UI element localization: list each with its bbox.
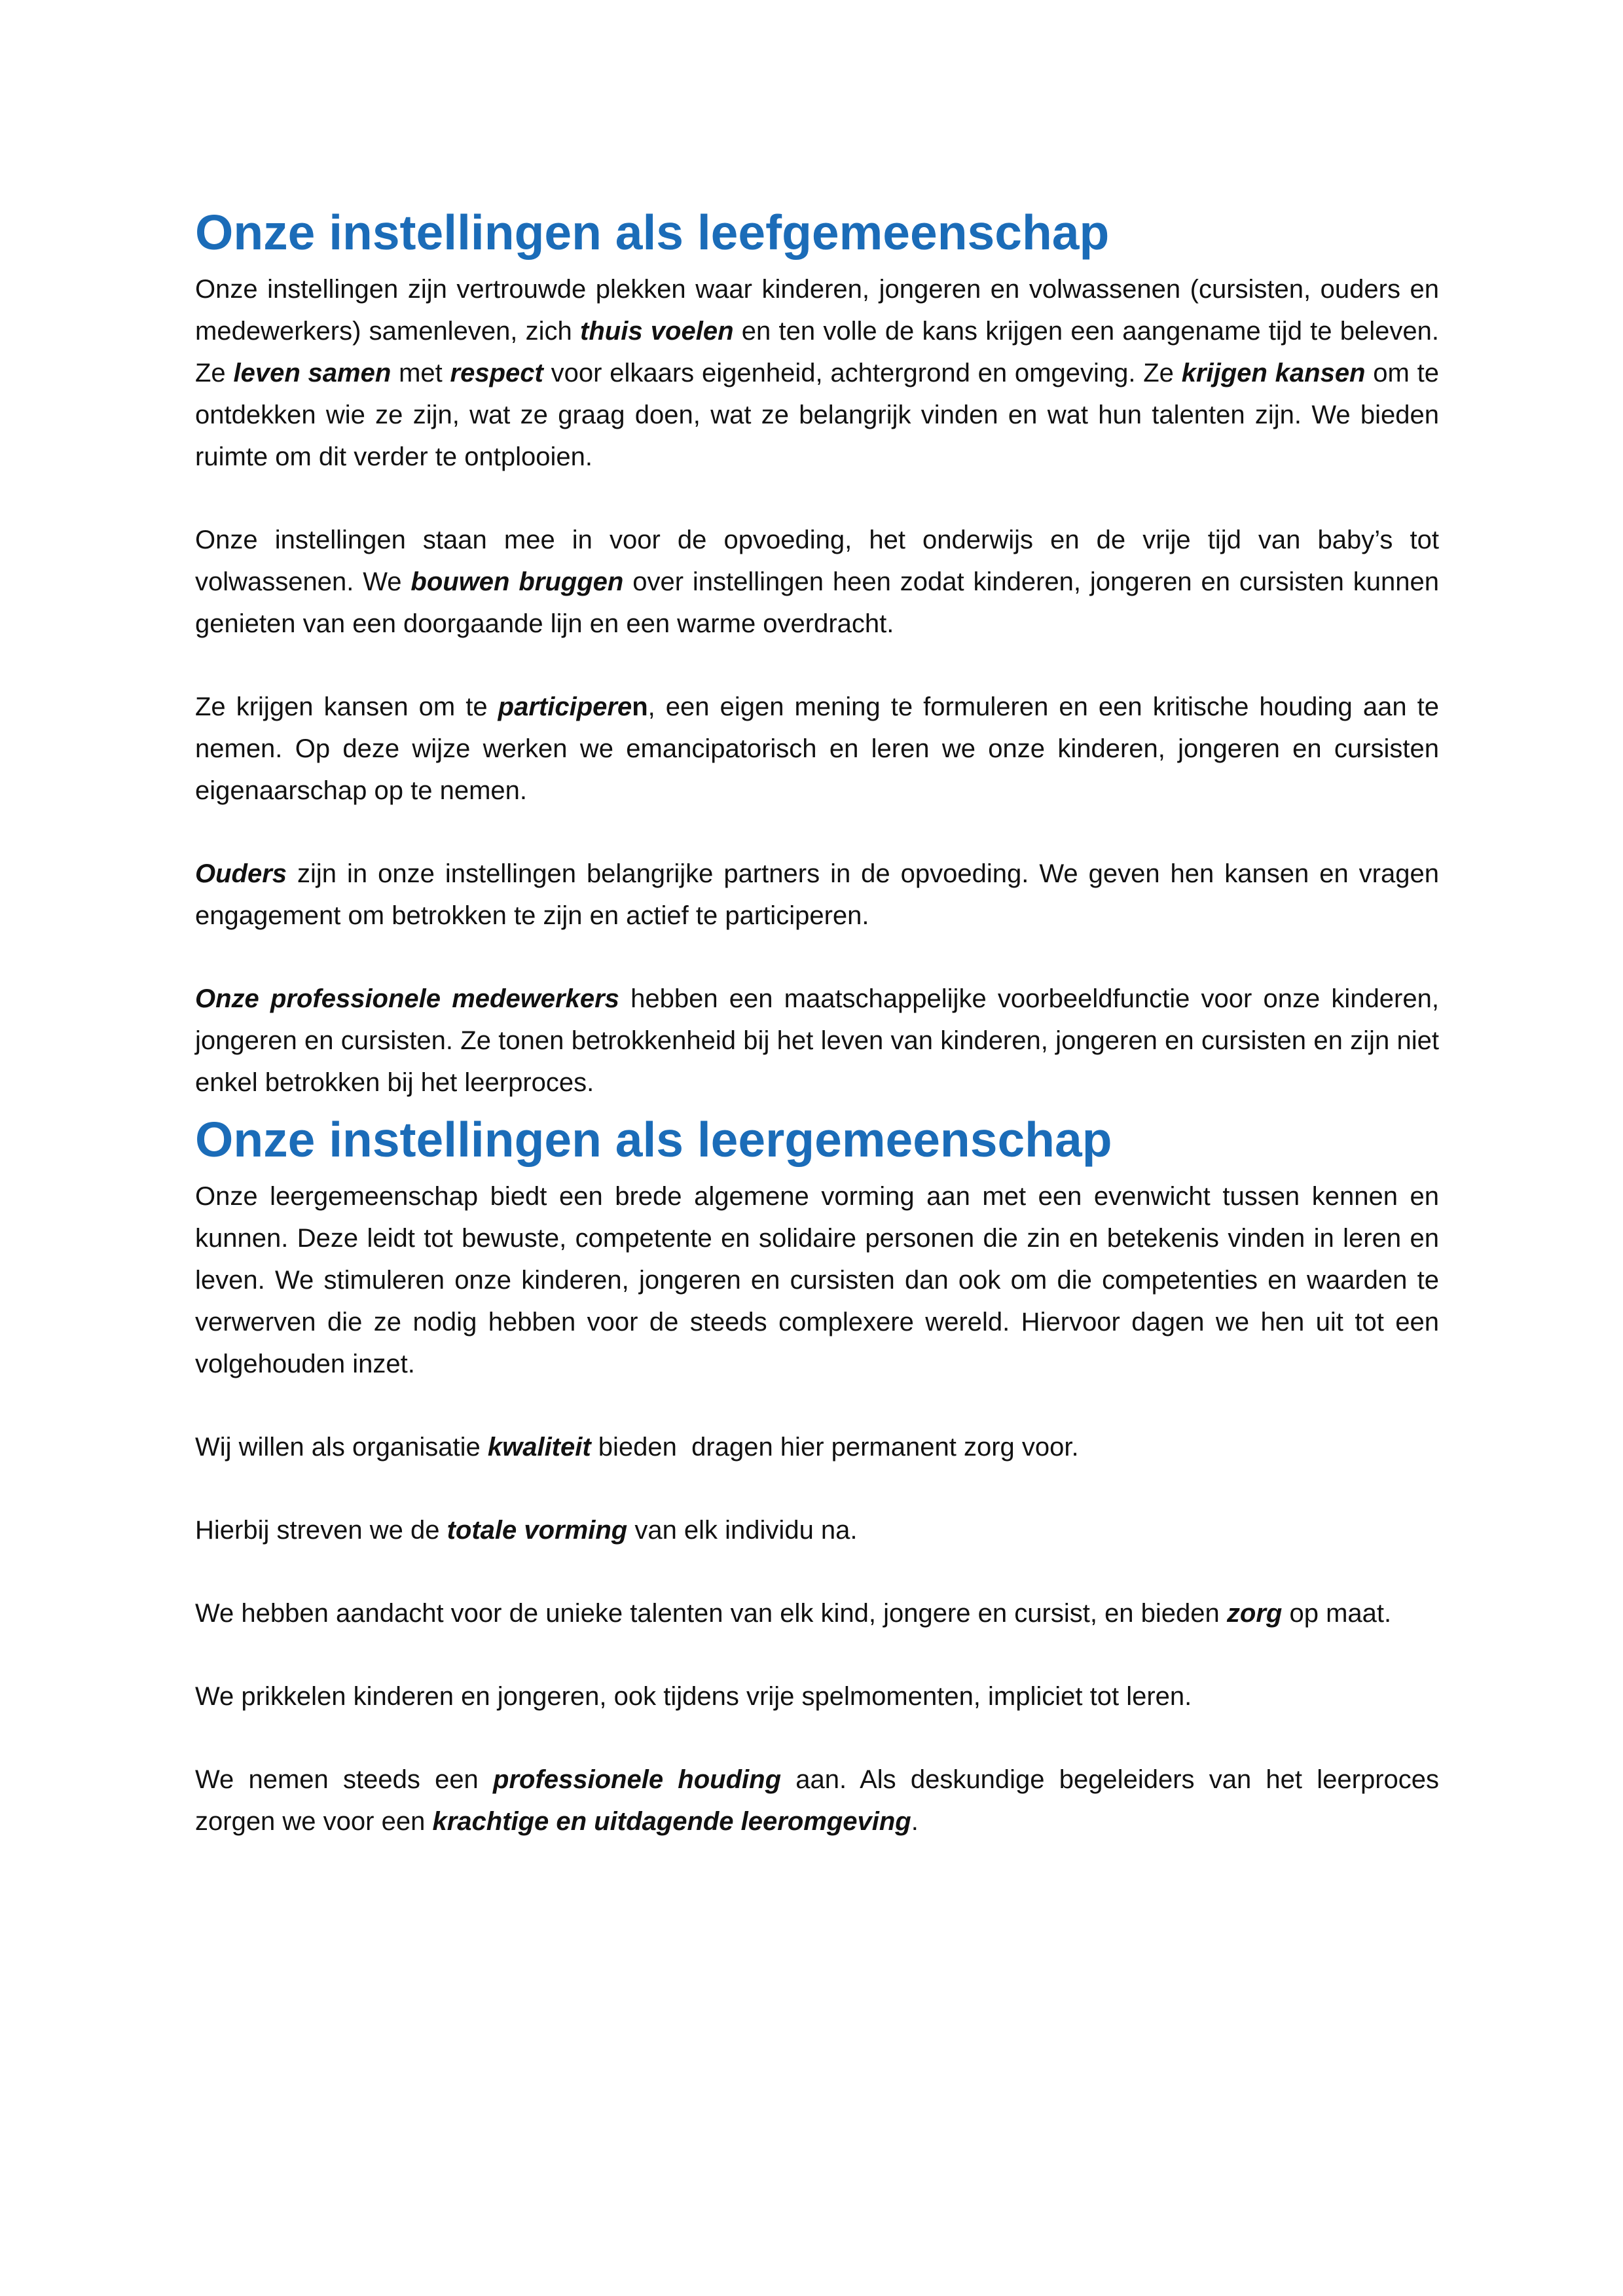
paragraph xyxy=(195,1426,1439,1468)
text-run: voor elkaars eigenheid, achtergrond en omgeving. Ze xyxy=(543,359,1182,387)
text-run: hebben een maatschappelijke voorbeeldfunctie voor onze kinderen, jongeren en cursisten. Ze tonen betrokkenheid bij het leven van kinderen, jongeren en cursisten en zijn niet enkel betrokken bij het leerproces. xyxy=(195,984,1439,1097)
paragraph xyxy=(195,519,1439,645)
emphasis-run: Ouders xyxy=(195,859,287,888)
text-run: zijn in onze instellingen belangrijke partners in de opvoeding. We geven hen kansen en vragen engagement om betrokken te zijn en actief te participeren. xyxy=(195,859,1439,930)
text-run: bieden dragen hier permanent zorg voor. xyxy=(591,1433,1079,1462)
emphasis-run: leven samen xyxy=(233,359,392,387)
paragraph xyxy=(195,1676,1439,1717)
paragraph xyxy=(195,853,1439,937)
text-run: Hierbij streven we de xyxy=(195,1516,447,1545)
emphasis-run: totale vorming xyxy=(447,1516,628,1545)
emphasis-run: zorg xyxy=(1226,1599,1283,1628)
section-heading-leergemeenschap: Onze instellingen als leergemeenschap xyxy=(195,1112,1112,1167)
text-run: We nemen steeds een xyxy=(195,1765,494,1794)
text-run: Ze krijgen kansen om te xyxy=(195,692,498,721)
emphasis-run: krachtige en uitdagende leeromgeving xyxy=(432,1807,911,1836)
text-run: Onze instellingen zijn vertrouwde plekken waar kinderen, jongeren en volwassenen (cursisten, ouders en medewerkers) samenleven, zich xyxy=(195,275,1439,346)
text-run: Onze instellingen staan mee in voor de opvoeding, het onderwijs en de vrije tijd van baby’s tot volwassenen. We xyxy=(195,526,1439,596)
emphasis-run: Onze professionele medewerkers xyxy=(195,984,619,1013)
bold-run: n xyxy=(632,692,648,721)
paragraph xyxy=(195,1175,1439,1385)
text-run: Onze leergemeenschap biedt een brede algemene vorming aan met een evenwicht tussen kennen en kunnen. Deze leidt tot bewuste, competente en solidaire personen die zin en betekenis vinden in leren en leven. We stimuleren onze kinderen, jongeren en cursisten dan ook om die competenties en waarden te verwerven die ze nodig hebben voor de steeds complexere wereld. Hiervoor dagen we hen uit tot een volgehouden inzet. xyxy=(195,1182,1439,1378)
section-heading-leefgemeenschap: Onze instellingen als leefgemeenschap xyxy=(195,205,1110,260)
paragraph xyxy=(195,1759,1439,1842)
emphasis-run: bouwen bruggen xyxy=(410,567,624,596)
document-content xyxy=(195,196,1439,1842)
text-run: en ten volle de kans krijgen een aangename tijd te beleven. Ze xyxy=(195,317,1439,387)
text-run: met xyxy=(391,359,450,387)
text-run: . xyxy=(911,1807,919,1836)
emphasis-run: professionele houding xyxy=(493,1765,782,1794)
paragraph xyxy=(195,686,1439,812)
text-run: , een eigen mening te formuleren en een kritische houding aan te nemen. Op deze wijze werken we emancipatorisch en leren we onze kinderen, jongeren en cursisten eigenaarschap op te nemen. xyxy=(195,692,1439,805)
text-run: om te ontdekken wie ze zijn, wat ze graag doen, wat ze belangrijk vinden en wat hun talenten zijn. We bieden ruimte om dit verder te ontplooien. xyxy=(195,359,1439,471)
text-run: We hebben aandacht voor de unieke talenten van elk kind, jongere en cursist, en bieden xyxy=(195,1599,1227,1628)
paragraph xyxy=(195,978,1439,1103)
text-run: Wij willen als organisatie xyxy=(195,1433,488,1462)
text-run: van elk individu na. xyxy=(627,1516,858,1545)
emphasis-run: thuis voelen xyxy=(580,317,734,346)
paragraph xyxy=(195,1509,1439,1551)
text-run: aan. Als deskundige begeleiders van het leerproces zorgen we voor een xyxy=(195,1765,1439,1836)
emphasis-run: krijgen kansen xyxy=(1181,359,1366,387)
paragraph xyxy=(195,268,1439,478)
emphasis-run: kwaliteit xyxy=(487,1433,591,1462)
text-run: op maat. xyxy=(1282,1599,1392,1628)
paragraph xyxy=(195,1592,1439,1634)
emphasis-run: respect xyxy=(450,359,543,387)
emphasis-run: participere xyxy=(498,692,632,721)
text-run: over instellingen heen zodat kinderen, jongeren en cursisten kunnen genieten van een doorgaande lijn en een warme overdracht. xyxy=(195,567,1439,638)
text-run: We prikkelen kinderen en jongeren, ook tijdens vrije spelmomenten, impliciet tot leren. xyxy=(195,1682,1192,1711)
